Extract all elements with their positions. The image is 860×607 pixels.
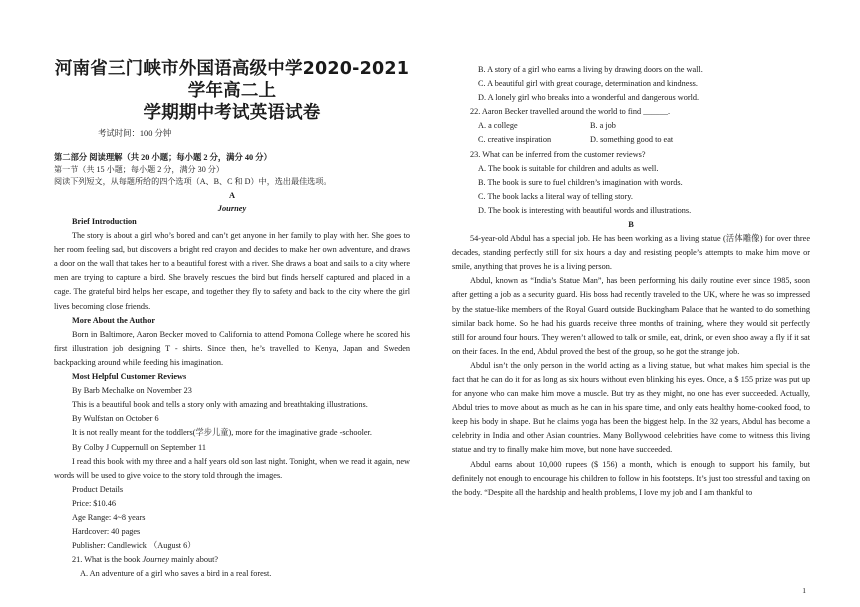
question-21-option-a: A. An adventure of a girl who saves a bird in a real forest. [80, 569, 272, 579]
question-21-option-d: D. A lonely girl who breaks into a wonderful and dangerous world. [478, 93, 700, 103]
question-22-option-a: A. a college [478, 121, 518, 131]
left-column [54, 58, 410, 581]
product-hardcover: Hardcover: 40 pages [72, 527, 141, 537]
review-by-3: By Colby J Cuppernull on September 11 [72, 442, 206, 452]
author-heading: More About the Author [72, 315, 156, 325]
exam-title [54, 58, 410, 124]
title-line-2: 学期期中考试英语试卷 [143, 103, 321, 123]
product-price: Price: $10.46 [72, 498, 116, 508]
question-22-stem: 22. Aaron Becker travelled around the world to find ______. [470, 107, 671, 117]
reviews-heading: Most Helpful Customer Reviews [72, 372, 187, 382]
question-21-option-c: C. A beautiful girl with great courage, determination and kindness. [478, 79, 698, 89]
review-text-2: It is not really meant for the toddlers(学步儿童), more for the imaginative grade -schooler. [72, 428, 372, 438]
book-title: Journey [217, 204, 247, 213]
section-part: 第二部分 阅读理解（共 20 小题；每小题 2 分，满分 40 分） [54, 153, 272, 162]
question-21-option-b: B. A story of a girl who earns a living by drawing doors on the wall. [478, 65, 703, 74]
passage-a-letter: A [228, 191, 236, 200]
question-22-options-row-2 [452, 133, 810, 147]
question-22-options-row-1 [452, 119, 810, 133]
review-by-1: By Barb Mechalke on November 23 [72, 386, 192, 396]
question-23-option-c: C. The book lacks a literal way of telling story. [478, 191, 633, 201]
product-details-heading: Product Details [72, 484, 124, 494]
review-text-1: This is a beautiful book and tells a story only with amazing and breathtaking illustrations. [72, 400, 368, 410]
question-22-option-d: D. something good to eat [590, 135, 674, 145]
brief-text: The story is about a girl who’s bored and can’t get anyone in her family to play with her. She goes to her room feeling sad, but discovers a bright red crayon and decides to make her own adventure, and draws a door on the wall that takes her to a beautiful forest with a river. She draws a boat and sails to a city where men are trying to capture a bird. She bravely rescues the bird but finds herself captured and placed in a cage. The grateful bird helps her escape, and together they fly to safety and back to the city where the girl lives becoming close friends. [54, 231, 410, 311]
passage-b-paragraph-3: Abdul isn’t the only person in the world acting as a living statue, but what makes him special is the fact that he can do it for as long as six hours without even blinking his eyes. Once, a $ 155 prize was put up for anyone who can make him move a muscle. But try as they might, no one has ever succeeded. Actually, Abdul tries to move about as much as he can in his spare time, and only eats healthy home-cooked food, to keep his body in shape. But he claims yoga has been the biggest help. In the 32 years, Abdul has become a celebrity in India and other Asian countries. Many Bollywood celebrities have come to witness this living statue and try to finally make him move, but none have succeeded. [452, 360, 810, 455]
product-age-range: Age Range: 4~8 years [72, 512, 146, 522]
passage-b-paragraph-1: 54-year-old Abdul has a special job. He has been working as a living statue (活体雕像) for over three decades, standing perfectly still for six hours a day and resisting people’s attempts to make him move or smile, anything that proves he is a living person. [452, 234, 810, 272]
page-number: 1 [802, 586, 806, 595]
section-instruction: 阅读下列短文，从每题所给的四个选项（A、B、C 和 D）中，选出最佳选项。 [54, 176, 332, 186]
product-publisher: Publisher: Candlewick （August 6） [72, 541, 196, 551]
review-text-3: I read this book with my three and a half years old son last night. Tonight, when we read it again, new words will be used to give voice to the story told through the images. [54, 456, 410, 480]
question-23-stem: 23. What can be inferred from the customer reviews? [470, 149, 646, 159]
question-22-option-c: C. creative inspiration [478, 135, 552, 145]
title-line-1: 河南省三门峡市外国语高级中学2020-2021学年高二上 [54, 59, 410, 101]
section-subsection: 第一节（共 15 小题；每小题 2 分，满分 30 分） [54, 165, 224, 174]
brief-heading: Brief Introduction [72, 217, 137, 226]
question-23-option-a: A. The book is suitable for children and adults as well. [478, 163, 659, 173]
question-23-option-b: B. The book is sure to fuel children’s imagination with words. [478, 177, 683, 187]
author-text: Born in Baltimore, Aaron Becker moved to California to attend Pomona College where he scored his first illustration job designing T - shirts. Since then, he’s travelled to Kenya, Japan and Sweden backpacking around while feeding his imagination. [54, 329, 410, 367]
review-by-2: By Wulfstan on October 6 [72, 414, 159, 424]
exam-time: 考试时间：100 分钟 [98, 129, 172, 138]
passage-b-letter: B [628, 220, 634, 230]
passage-b-paragraph-4: Abdul earns about 10,000 rupees ($ 156) a month, which is enough to support his family, but definitely not enough to encourage his children to follow in his footsteps. It’s just too stressful and taxing on the body. “Despite all the hardship and health problems, I love my job and I am thankful to [452, 459, 810, 497]
passage-b-paragraph-2: Abdul, known as “India’s Statue Man”, has been performing his daily routine ever since 1985, soon after getting a job as a security guard. His boss had recently traveled to the UK, where he was so impressed by the statue-like members of the Royal Guard outside Buckingham Palace that he wanted to do something similar back home. So he had his guards receive three months of training, where they would sit perfectly still for around four hours. They weren’t allowed to talk or smile, eat, drink, or even shoo away a fly if it sat on their faces. In the end, Abdul proved the best of the group, so he got the strange job. [452, 276, 810, 356]
question-22-option-b: B. a job [590, 121, 616, 131]
question-23-option-d: D. The book is interesting with beautiful words and illustrations. [478, 205, 692, 215]
right-column [452, 63, 810, 500]
question-21-stem: 21. What is the book Journey mainly about? [72, 555, 219, 565]
